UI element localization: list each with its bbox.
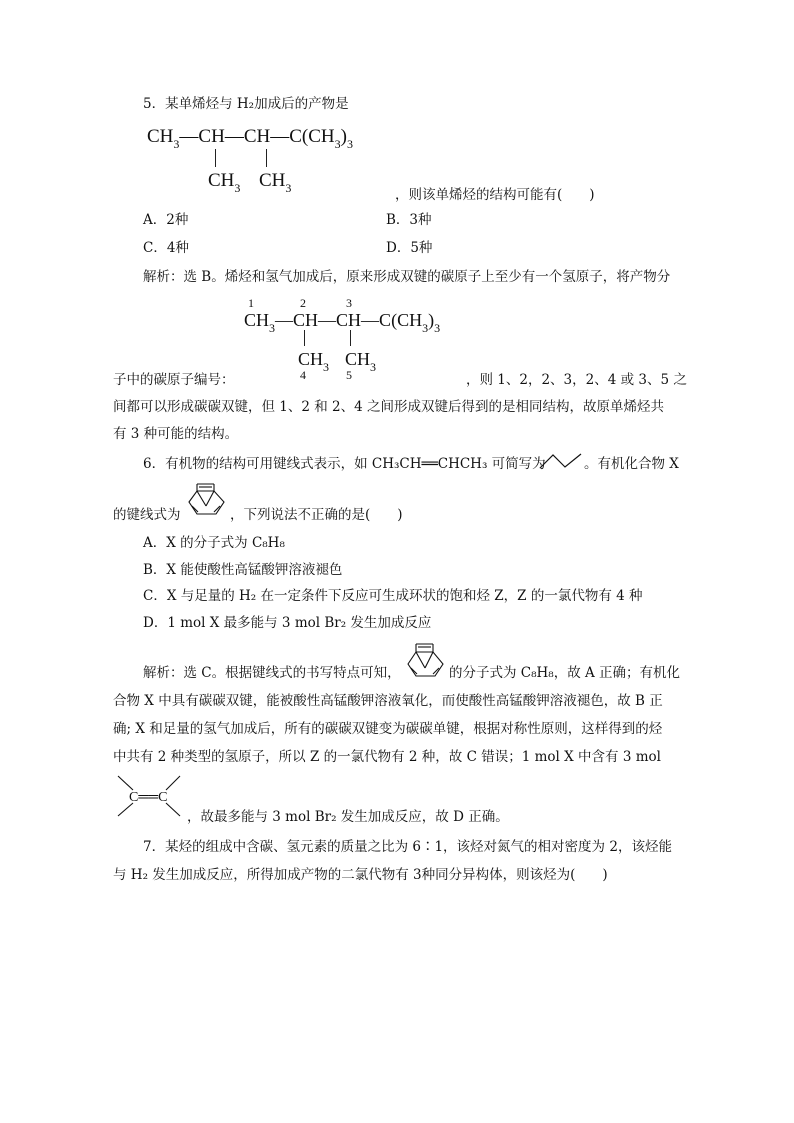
q5-stem: 5．某单烯烃与 H₂加成后的产物是 [143,96,349,112]
q6-analysis-4: 中共有 2 种类型的氢原子，所以 Z 的一氯代物有 2 种，故 C 错误；1 mol X 中含有 3 mol [113,749,661,765]
struct2-bond-2 [350,330,351,346]
q7-line-1: 7．某烃的组成中含碳、氢元素的质量之比为 6∶1，该烃对氮气的相对密度为 2，该烃能 [143,839,672,855]
q6-stem-2-right: ，下列说法不正确的是( ) [230,507,403,523]
q6-stem-1-end: 。有机化合物 X [584,456,679,472]
q5-option-c[interactable]: C．4种 [143,240,189,256]
struct2-bond-1 [304,330,305,346]
carbon-number-4: 4 [300,368,306,382]
q7-line-2: 与 H₂ 发生加成反应，所得加成产物的二氯代物有 3种同分异构体，则该烃为( ) [113,867,608,883]
struct1-branch-1: $CH_3$ [208,170,241,195]
carbon-number-1: 1 [248,296,254,310]
cc-double-bond-label: C══C [129,790,168,805]
q6-stem-2-left: 的键线式为 [113,507,181,523]
carbon-number-5: 5 [346,368,352,382]
q5-analysis-1: 解析：选 B。烯烃和氢气加成后，原来形成双键的碳原子上至少有一个氢原子，将产物分 [143,269,671,285]
struct1-main: $CH_3—CH—CH—C(CH_3)_3$ [147,126,353,151]
q6-option-a[interactable]: A．X 的分子式为 C₈H₈ [143,535,285,551]
q5-stem-tail: ，则该单烯烃的结构可能有( ) [395,187,595,203]
q5-option-a[interactable]: A．2种 [143,212,189,228]
struct2-main: $CH_3—CH—CH—C(CH_3)_3$ [244,310,441,335]
carbon-number-2: 2 [300,296,306,310]
q6-analysis-1-left: 解析：选 C。根据键线式的书写特点可知， [143,665,401,681]
zigzag-skeletal-icon [539,452,583,470]
q5-analysis-2-right: ，则 1、2，2、3，2、4 或 3、5 之 [466,372,687,388]
struct2-branch-2: $CH_3$ [345,349,377,374]
q6-analysis-2: 合物 X 中具有碳碳双键，能被酸性高锰酸钾溶液氧化，而使酸性高锰酸钾溶液褪色，故 B 正 [113,693,663,709]
bicyclic-x-structure-icon-2 [402,642,448,684]
carbon-number-3: 3 [346,296,352,310]
q6-analysis-1-right: 的分子式为 C₈H₈，故 A 正确；有机化 [449,665,681,681]
q5-option-b[interactable]: B．3种 [386,212,432,228]
q6-analysis-3: 确; X 和足量的氢气加成后，所有的碳碳双键变为碳碳单键，根据对称性原则，这样得到的烃 [113,721,663,737]
struct1-bond-1 [215,149,216,167]
q5-analysis-2-left: 子中的碳原子编号： [113,372,235,388]
struct1-bond-2 [266,149,267,167]
q6-option-c[interactable]: C．X 与足量的 H₂ 在一定条件下反应可生成环状的饱和烃 Z，Z 的一氯代物有 4 种 [143,588,643,604]
q6-analysis-5: ，故最多能与 3 mol Br₂ 发生加成反应，故 D 正确。 [187,809,509,825]
q6-stem-1: 6．有机物的结构可用键线式表示，如 CH₃CH══CHCH₃ 可简写为 [143,456,546,472]
q5-analysis-3: 间都可以形成碳碳双键，但 1、2 和 2、4 之间形成双键后得到的是相同结构，故原单烯烃共 [113,399,665,415]
q5-option-d[interactable]: D．5种 [386,240,433,256]
struct1-branch-2: $CH_3$ [259,170,292,195]
q6-option-b[interactable]: B．X 能使酸性高锰酸钾溶液褪色 [143,562,343,578]
struct2-branch-1: $CH_3$ [298,349,330,374]
bicyclic-x-structure-icon [183,482,229,522]
q6-option-d[interactable]: D．1 mol X 最多能与 3 mol Br₂ 发生加成反应 [143,615,432,631]
q5-analysis-4: 有 3 种可能的结构。 [113,426,239,442]
